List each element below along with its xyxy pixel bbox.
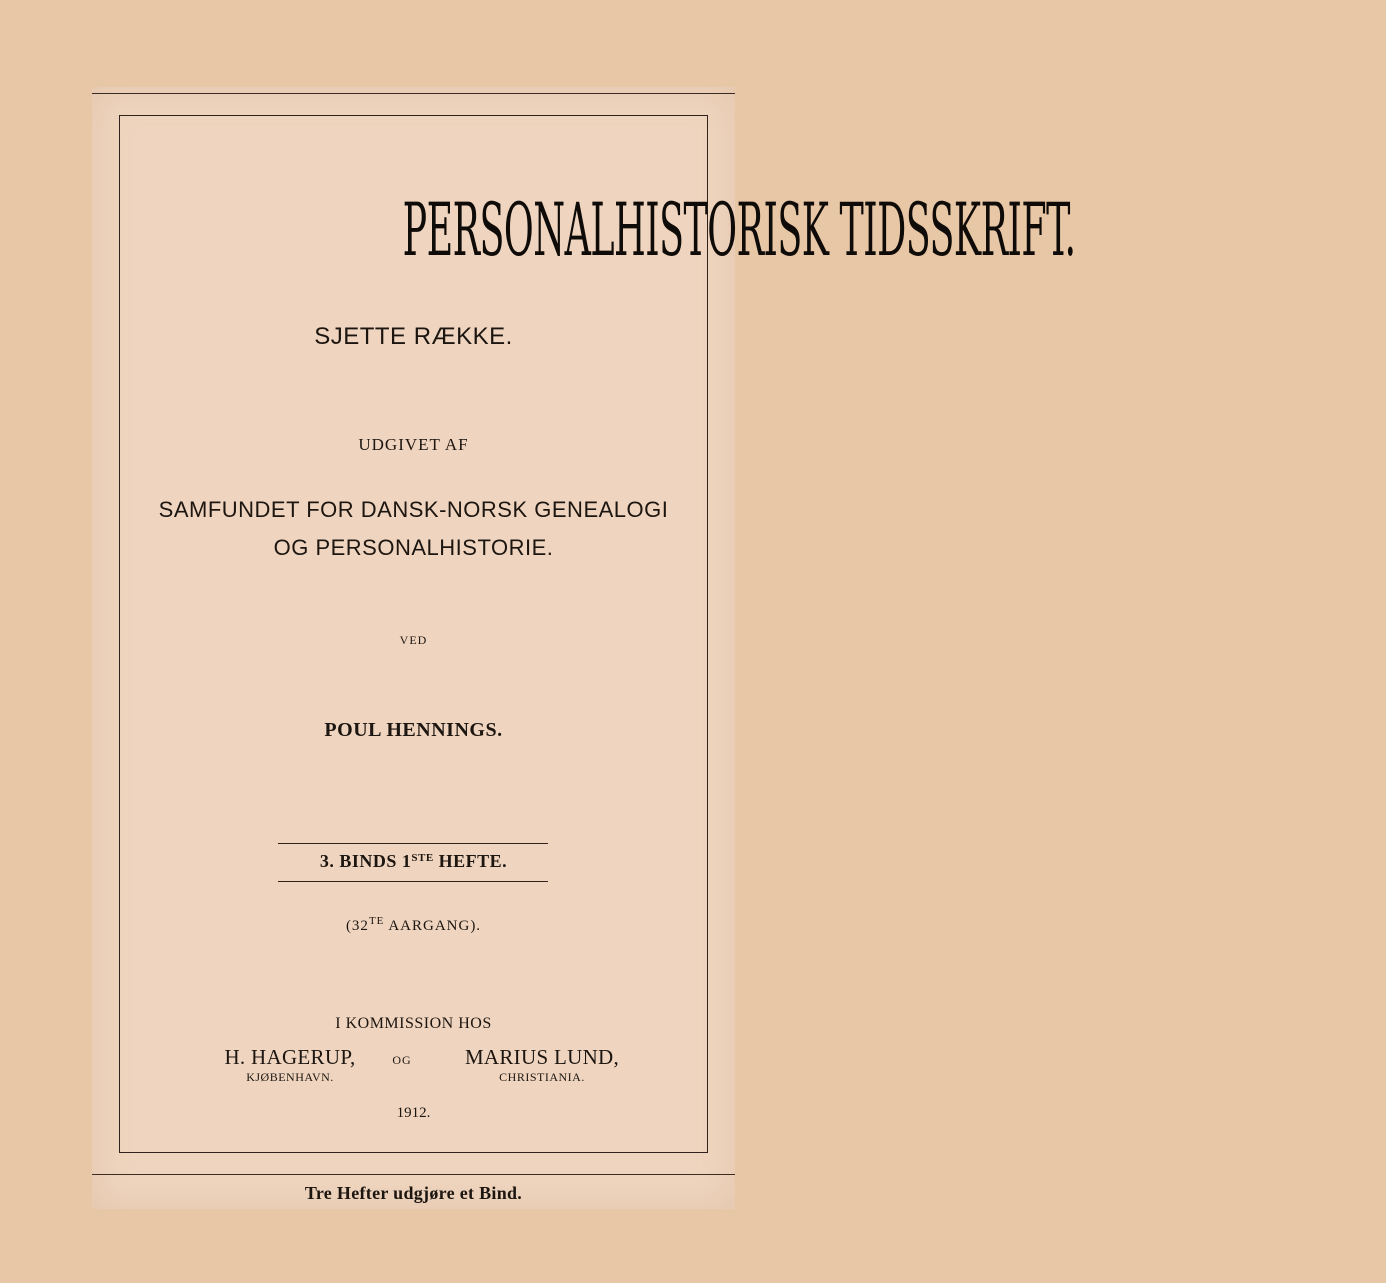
year-volume-prefix: (32 xyxy=(345,918,369,934)
volume-rule-top xyxy=(278,843,548,844)
title-page xyxy=(92,87,1076,1209)
bottom-rule xyxy=(92,1174,735,1175)
publisher-right xyxy=(447,1045,637,1085)
journal-title-wrap xyxy=(92,186,1076,274)
volume-rule-bottom xyxy=(278,881,548,882)
publisher-left-city: KJØBENHAVN. xyxy=(246,1070,334,1084)
volume-line xyxy=(92,851,735,872)
publisher-left xyxy=(195,1045,385,1085)
series-line: SJETTE RÆKKE. xyxy=(314,323,513,350)
kommission-line: I KOMMISSION HOS xyxy=(335,1015,492,1032)
journal-title: PERSONALHISTORISK TIDSSKRIFT. xyxy=(402,186,1076,274)
volume-suffix: HEFTE. xyxy=(433,851,508,871)
publisher-right-city: CHRISTIANIA. xyxy=(499,1070,585,1084)
year-volume-suffix: AARGANG). xyxy=(384,918,482,934)
ved-label: VED xyxy=(399,633,428,647)
year-volume-line xyxy=(92,915,735,935)
published-by-label: UDGIVET AF xyxy=(358,435,469,454)
editor-name: POUL HENNINGS. xyxy=(324,719,503,741)
volume-sup: STE xyxy=(411,852,434,864)
publication-year: 1912. xyxy=(396,1105,431,1121)
publisher-left-name: H. HAGERUP, xyxy=(224,1045,356,1069)
society-name-line2: OG PERSONALHISTORIE. xyxy=(273,535,554,560)
top-rule xyxy=(92,93,735,94)
volume-prefix: 3. BINDS 1 xyxy=(319,851,412,871)
publisher-right-name: MARIUS LUND, xyxy=(464,1045,620,1069)
publishers-block xyxy=(92,1045,735,1095)
footer-note: Tre Hefter udgjøre et Bind. xyxy=(304,1183,523,1203)
publisher-conjunction: OG xyxy=(392,1053,412,1067)
year-volume-sup: TE xyxy=(368,915,385,927)
society-name-line1: SAMFUNDET FOR DANSK-NORSK GENEALOGI xyxy=(158,497,669,522)
